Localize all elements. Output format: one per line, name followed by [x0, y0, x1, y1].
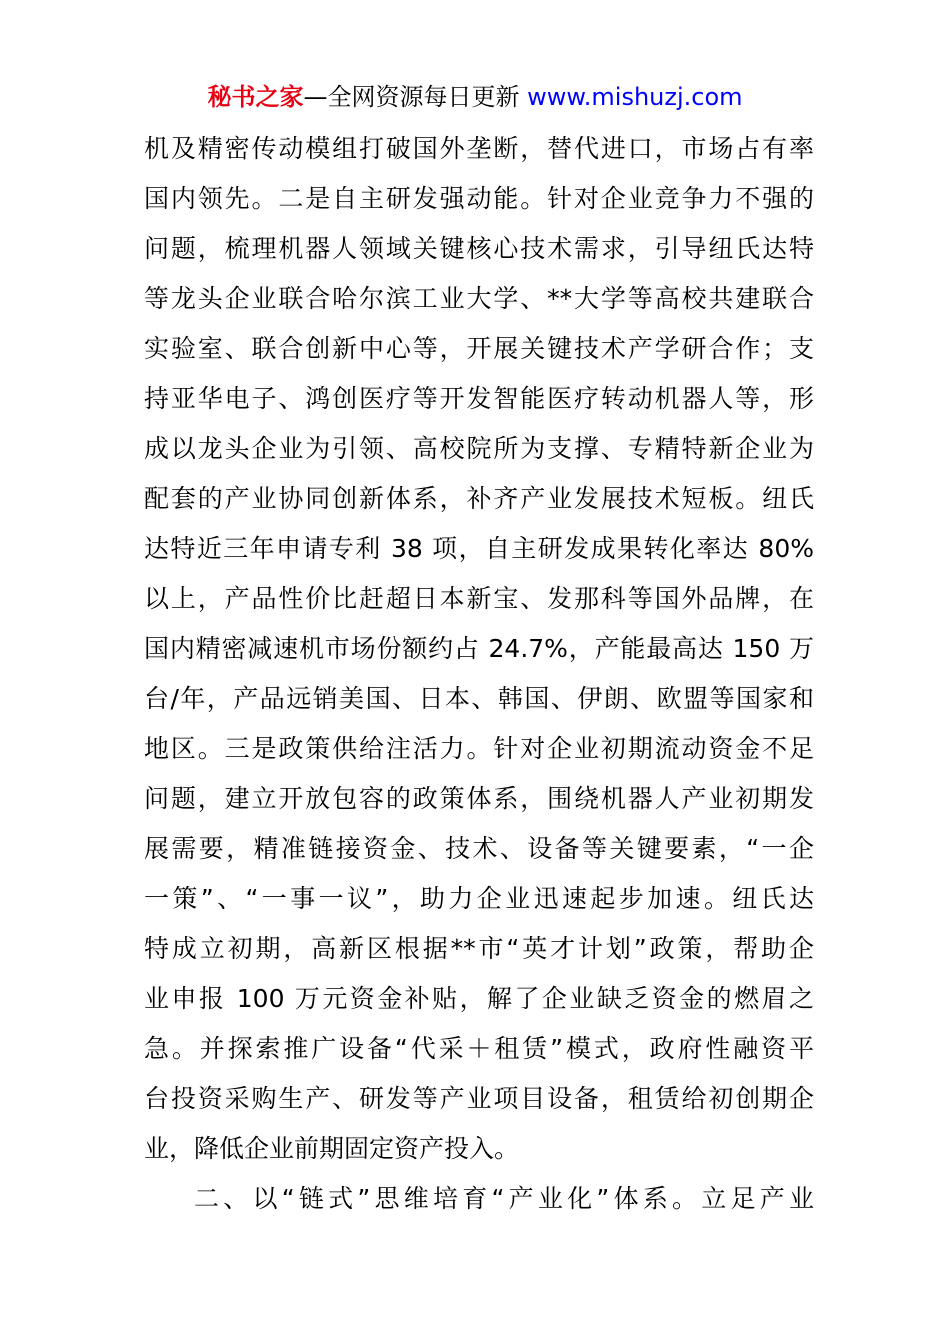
text-line: 台投资采购生产、研发等产业项目设备，租赁给初创期企: [144, 1084, 814, 1113]
text-line: 国内领先。二是自主研发强动能。针对企业竞争力不强的: [144, 184, 814, 213]
text-line: 展需要，精准链接资金、技术、设备等关键要素，“一企: [144, 834, 814, 863]
text-line: 业申报 100 万元资金补贴，解了企业缺乏资金的燃眉之: [144, 984, 814, 1013]
text-line: 一策”、“一事一议”，助力企业迅速起步加速。纽氏达: [144, 884, 814, 913]
text-line: 机及精密传动模组打破国外垄断，替代进口，市场占有率: [144, 134, 814, 163]
text-line: 实验室、联合创新中心等，开展关键技术产学研合作；支: [144, 334, 814, 363]
text-line: 问题，建立开放包容的政策体系，围绕机器人产业初期发: [144, 784, 814, 813]
site-url-link[interactable]: www.mishuzj.com: [527, 83, 743, 111]
text-line: 国内精密减速机市场份额约占 24.7%，产能最高达 150 万: [144, 634, 814, 663]
text-line: 台/年，产品远销美国、日本、韩国、伊朗、欧盟等国家和: [144, 684, 814, 713]
site-header: [0, 80, 950, 114]
text-line: 配套的产业协同创新体系，补齐产业发展技术短板。纽氏: [144, 484, 814, 513]
text-line: 特成立初期，高新区根据**市“英才计划”政策，帮助企: [144, 934, 814, 963]
text-line: 达特近三年申请专利 38 项，自主研发成果转化率达 80%: [144, 534, 814, 563]
paragraph-end-line: 业，降低企业前期固定资产投入。: [144, 1134, 520, 1163]
section-heading-line: 二、以“链式”思维培育“产业化”体系。立足产业: [194, 1184, 814, 1213]
text-line: 问题，梳理机器人领域关键核心技术需求，引导纽氏达特: [144, 234, 814, 263]
text-line: 成以龙头企业为引领、高校院所为支撑、专精特新企业为: [144, 434, 814, 463]
text-line: 急。并探索推广设备“代采＋租赁”模式，政府性融资平: [144, 1034, 814, 1063]
text-line: 以上，产品性价比赶超日本新宝、发那科等国外品牌，在: [144, 584, 814, 613]
text-line: 地区。三是政策供给注活力。针对企业初期流动资金不足: [144, 734, 814, 763]
document-body: [144, 124, 814, 1224]
text-line: 等龙头企业联合哈尔滨工业大学、**大学等高校共建联合: [144, 284, 814, 313]
header-tagline: —全网资源每日更新: [303, 83, 528, 111]
brand-name: 秘书之家: [207, 83, 304, 111]
text-line: 持亚华电子、鸿创医疗等开发智能医疗转动机器人等，形: [144, 384, 814, 413]
